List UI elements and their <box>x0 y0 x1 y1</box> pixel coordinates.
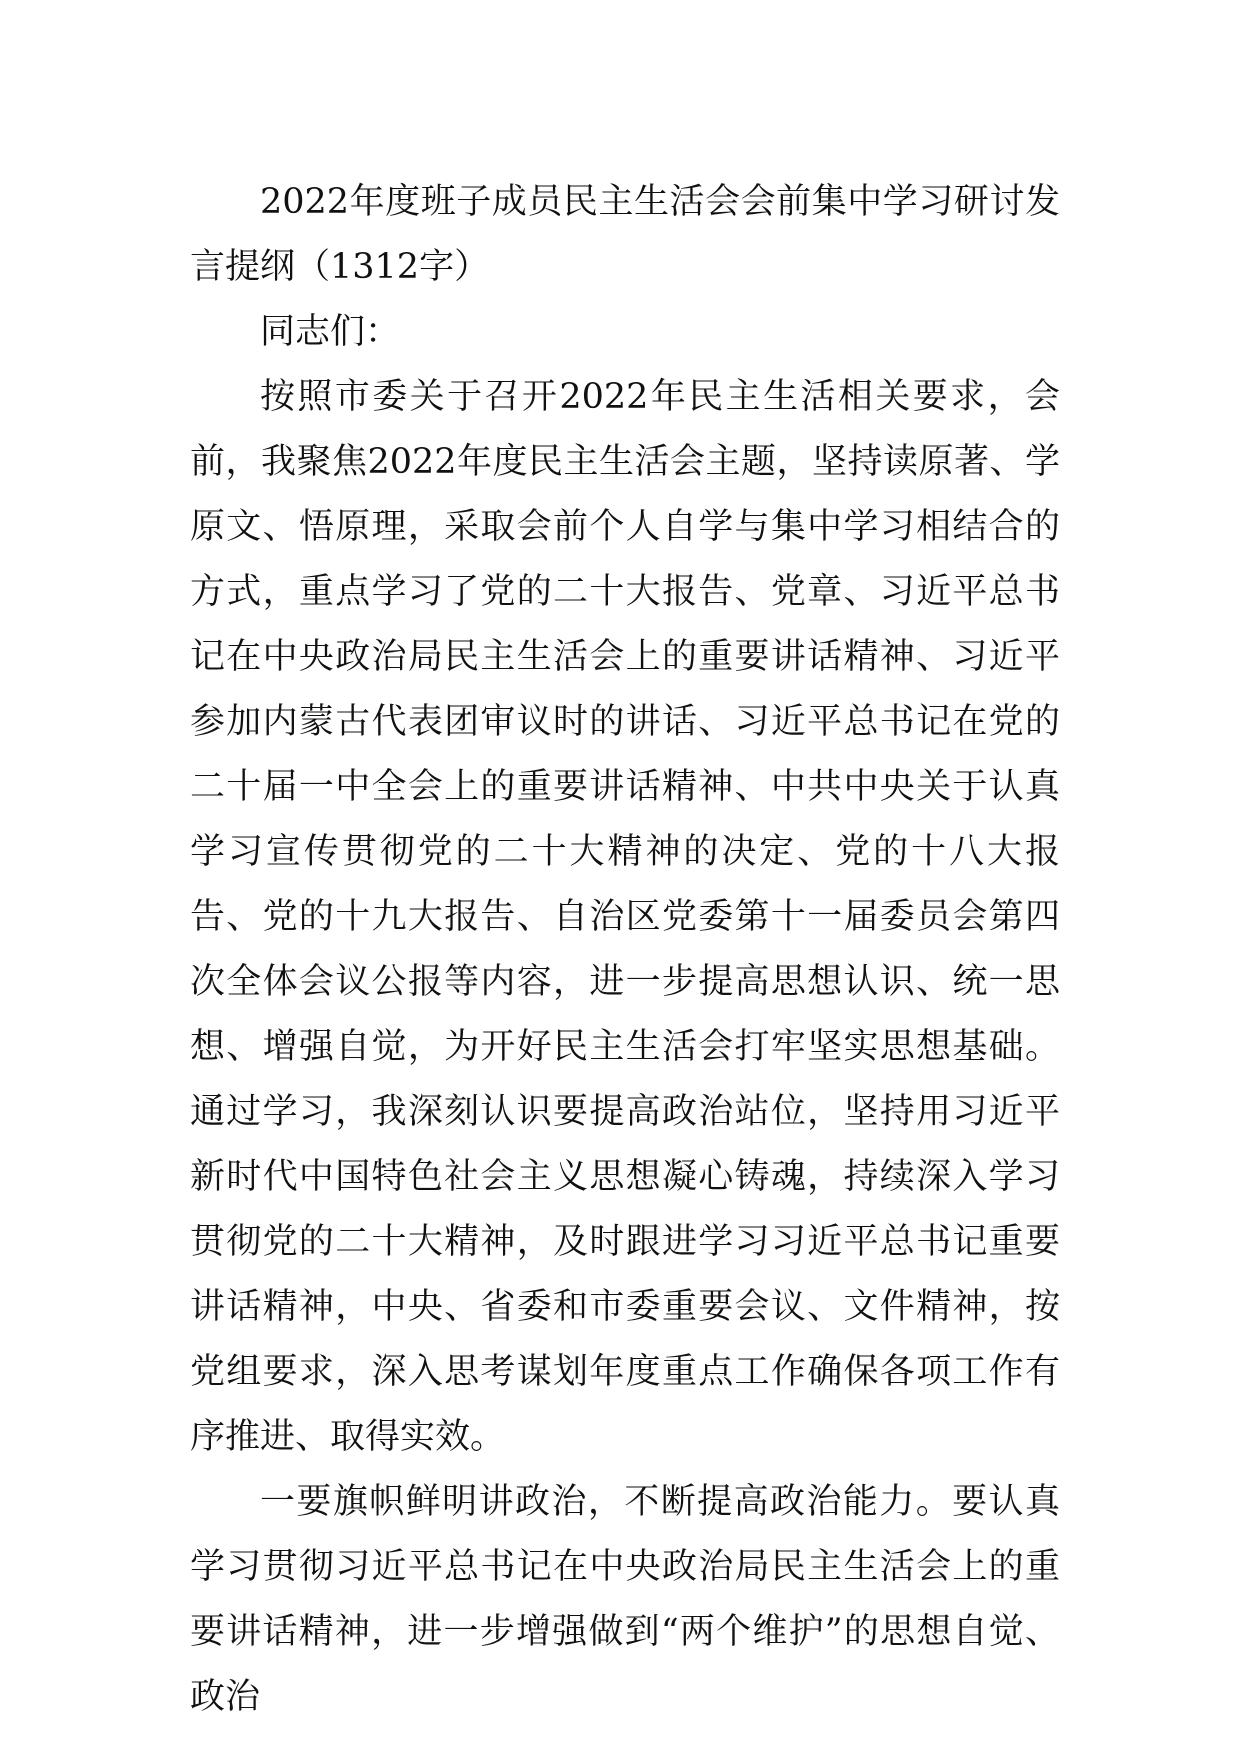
document-page <box>190 170 1060 1730</box>
document-title: 2022年度班子成员民主生活会会前集中学习研讨发言提纲（1312字） <box>190 182 1060 287</box>
body-paragraph: 按照市委关于召开2022年民主生活相关要求，会前，我聚焦2022年度民主生活会主题，坚持读原著、学原文、悟原理，采取会前个人自学与集中学习相结合的方式，重点学习了党的二十大报告、党章、习近平总书记在中央政治局民主生活会上的重要讲话精神、习近平参加内蒙古代表团审议时的讲话、习近平总书记在党的二十届一中全会上的重要讲话精神、中共中央关于认真学习宣传贯彻党的二十大精神的决定、党的十八大报告、党的十九大报告、自治区党委第十一届委员会第四次全体会议公报等内容，进一步提高思想认识、统一思想、增强自觉，为开好民主生活会打牢坚实思想基础。通过学习，我深刻认识要提高政治站位，坚持用习近平新时代中国特色社会主义思想凝心铸魂，持续深入学习贯彻党的二十大精神，及时跟进学习习近平总书记重要讲话精神，中央、省委和市委重要会议、文件精神，按党组要求，深入思考谋划年度重点工作确保各项工作有序推进、取得实效。 <box>190 377 1060 1457</box>
body-paragraph: 一要旗帜鲜明讲政治，不断提高政治能力。要认真学习贯彻习近平总书记在中央政治局民主生活会上的重要讲话精神，进一步增强做到“两个维护”的思想自觉、政治 <box>190 1482 1060 1717</box>
salutation: 同志们： <box>260 312 401 352</box>
